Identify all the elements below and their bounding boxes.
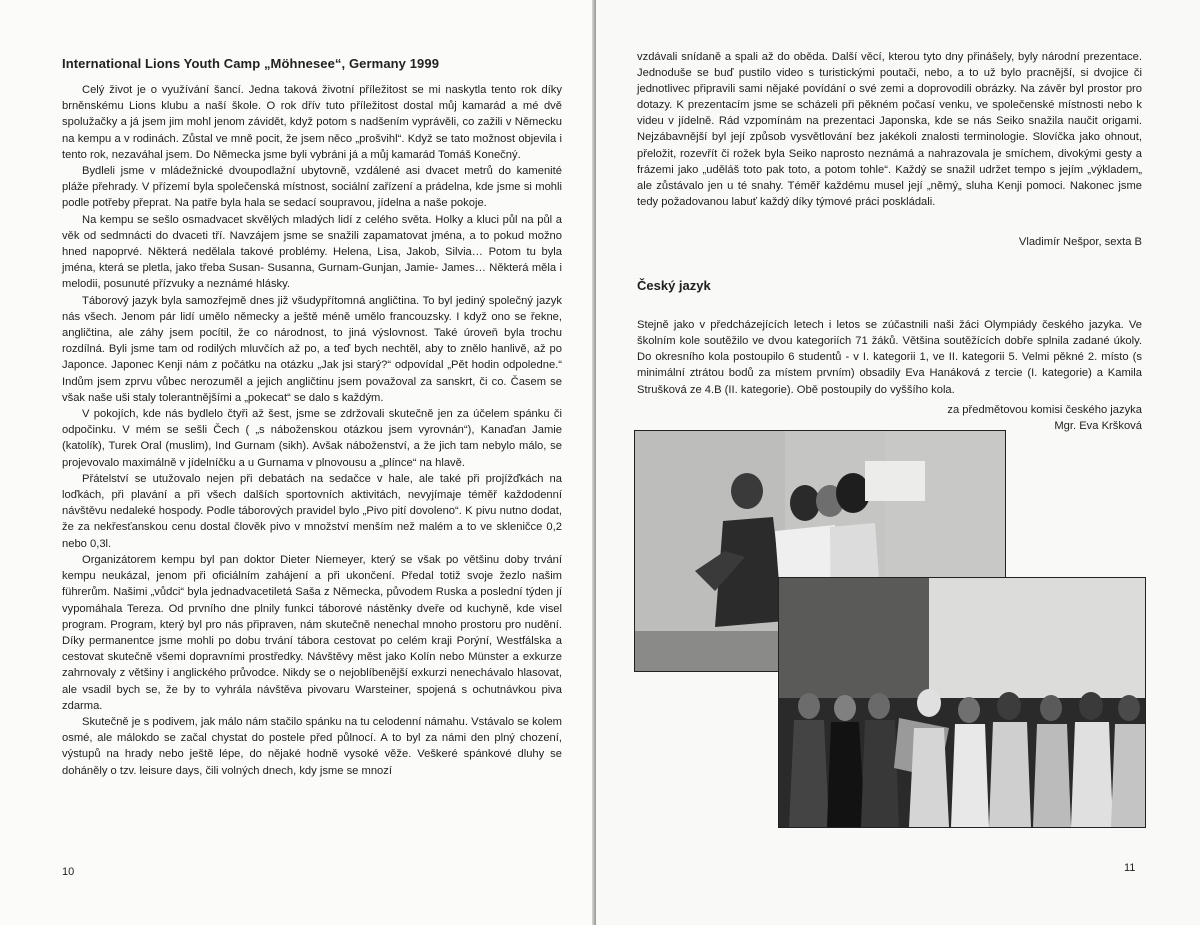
paragraph: Táborový jazyk byla samozřejmě dnes již všudypřítomná angličtina. To byl jediný společný jazyk nás všech. Jenom pár lidí umělo německy a ještě méně umělo francouzsky. I když ono se řekne, angličtina, ale záhy jsem pocítil, že co národnost, to jiná výslovnost. Také úroveň byla trochu rozdílná. Byli jsme tam od rodilých mluvčích až po, a teď bych nechtěl, aby to znělo hanlivě, až po Japonce. Japonec Kenji nám z počátku na otázku „Jak jsi starý?“ odpovídal „Pět hodin odpoledne.“ Indům jsem zprvu vůbec nerozuměl a jejich angličtinu jsem považoval za sanskrt, či co. Časem se však naše uši staly tolerantnějšími a „pokecat“ se dalo s každým. <box>62 294 562 404</box>
section-body <box>637 306 1142 409</box>
paragraph: Přátelství se utužovalo nejen při debatách na sedačce v hale, ale také při projížďkách na loďkách, při plavání a při všech dalších sportovních aktivitách, nevyjímaje téměř každodenní návštěvu nedaleké hospody. Podle táborových pravidel bylo „Pivo pití dovoleno“. K pivu nutno dodat, že za nekřesťanskou cenu dostal člověk pivo v množství menším než malém a to ve skleničce 0,2 nebo 0,3l. <box>62 472 562 550</box>
paragraph: Stejně jako v předcházejících letech i letos se zúčastnili naši žáci Olympiády českého jazyka. Ve školním kole soutěžilo ve dvou kategoriích 71 žáků. Většina soutěžících dobře splnila zadané úkoly. Do okresního kola postoupilo 6 studentů - v I. kategorii 1, ve II. kategorii 5. Velmi pěkné 2. místo (s minimální ztrátou bodů za místem prvním) obsadily Eva Hanáková z tercie (I. kategorie) a Kamila Strušková ze 4.B (II. kategorie). Obě postoupily do vyššího kola. <box>637 319 1142 396</box>
section-heading: Český jazyk <box>637 278 711 293</box>
left-page <box>0 0 596 925</box>
paragraph: Bydleli jsme v mládežnické dvoupodlažní ubytovně, vzdálené asi dvacet metrů do kamenité pláže přehrady. V přízemí byla společenská místnost, sociální zařízení a prádelna, kde jsme si mohli podle potřeby přeprat. Na patře byla hala se sedací soupravou, jídelna a naše pokoje. <box>62 165 562 210</box>
page-number-right: 11 <box>1124 862 1136 874</box>
article-continuation <box>637 49 1142 210</box>
page-number-left: 10 <box>62 866 75 878</box>
article-author: Vladimír Nešpor, sexta B <box>1018 236 1142 248</box>
paragraph: vzdávali snídaně a spali až do oběda. Další věcí, kterou tyto dny přinášely, byly národní prezentace. Jednoduše se buď pustilo video s turistickými poutači, nebo, a to už bylo pracnější, si dvojice či jednotlivec připravili sami nějaké povídání o své zemi a doprovodili obrázky. Na závěr byl prostor pro dotazy. K prezentacím jsme se scházeli při pěkném počasí venku, ve společenské místnosti nebo k videu v jídelně. Rád vzpomínám na prezentaci Japonska, kde se nás Seiko snažila naučit origami. Nejzábavnější byl její způsob vysvětlování bez jakékoli znalosti terminologie. Slovíčka jako ohnout, přeložit, rozevřít či rožek byla Seiko naprosto neznámá a nahrazovala je smíchem, divokými gesty a frázemi jako „uděláš toto pak toto, a potom tohle“. Každý se snažil udržet tempo s jejím „výkladem„ ale zůstávalo jen u té snahy. Téměř každému musel její „němý„ sluha Kenji pomoci. Nakonec jsme tedy požadovanou labuť každý díky týmové práci poskládali. <box>637 51 1142 208</box>
paragraph: V pokojích, kde nás bydlelo čtyři až šest, jsme se zdržovali skutečně jen za účelem spánku či odpočinku. V mém se sešli Čech ( „s náboženskou otázkou jsem vyrovnán“), Kanaďan Jamie (katolík), Turek Oral (muslim), Ind Gurnam (sikh). Avšak náboženství, a že jich tam nebylo málo, se projevovalo maximálně v jídelníčku a u Gurnama v plnovousu a „plínce“ na hlavě. <box>62 408 562 469</box>
paragraph: Skutečně je s podivem, jak málo nám stačilo spánku na tu celodenní námahu. Vstávalo se kolem osmé, ale málokdo se začal chystat do postele před půlnocí. A to byl za námi den plný chození, výstupů na hrady nebo ještě lépe, do nějaké hodně vysoké věže. Veškeré spánkové dluhy se doháněly o tzv. leisure days, čili volných dnech, kdy jsme se mnozí <box>62 715 562 777</box>
article-body <box>62 82 562 779</box>
article-title: International Lions Youth Camp „Möhnesee“, Germany 1999 <box>62 56 440 71</box>
section-author-line: za předmětovou komisi českého jazyka <box>947 404 1142 416</box>
section-author-name: Mgr. Eva Kršková <box>1054 420 1142 432</box>
paragraph: Organizátorem kempu byl pan doktor Dieter Niemeyer, který se však po většinu doby trvání kempu neukázal, jenom při oficiálním zahájení a při ukončení. Předal totiž svoje žezlo našim führerům. Našimi „vůdci“ byla jednadvacetiletá Saša z Německa, původem Ruska a poslední týden jí vypomáhala Tereza. Od prvního dne plnily funkci táborové nástěnky dveře od kuchyně, kde visel program. Program, který byl pro nás připraven, nám skutečně nenechal mnoho prostoru pro nudění. Díky permanentce jsme mohli po dobu trvání tábora cestovat po celém kraji Porýní, Westfálska a cestovat skutečně všemi dopravními prostředky. Návštěvy měst jako Kolín nebo Münster a exkurze zahrnovaly z většiny i anglického průvodce. Nikdy se o nejoblíbenější exkurzi nenechávalo hlasovat, ale vsadil bych se, že by to vyhrála návštěva pivovaru Warsteiner, spojená s ochutnávkou piva zdarma. <box>62 553 562 712</box>
photo-group <box>778 577 1146 828</box>
paragraph: Na kempu se sešlo osmadvacet skvělých mladých lidí z celého světa. Holky a kluci půl na půl a věk od sedmnácti do dvaceti tří. Navzájem jsme se snažili zapamatovat jména, a to pokud možno hned napoprvé. Některá nedělala takové problémy. Helena, Lisa, Jakob, Silvia… Potom tu byla jména, která se pletla, jako třeba Susan- Susanna, Gurnam-Gunjan, Jamie- James… Některá měla i melodii, posunuté přízvuky a neznámé hlásky. <box>62 213 562 291</box>
paragraph: Celý život je o využívání šancí. Jedna taková životní příležitost se mi naskytla tento rok díky brněnskému Lions klubu a naší škole. O rok dřív tuto příležitost dostal můj kamarád a mé dvě spolužačky a já jsem jim mohl jenom závidět, když potom s nadšením vyprávěli, co zažili v Německu na kempu a v rodinách. Zůstal ve mně pocit, že jsem něco „prošvihl“. Když se tato možnost objevila i tento rok, nezaváhal jsem. Do Německa jsme byli vybráni já a můj kamarád Tomáš Konečný. <box>62 84 562 161</box>
